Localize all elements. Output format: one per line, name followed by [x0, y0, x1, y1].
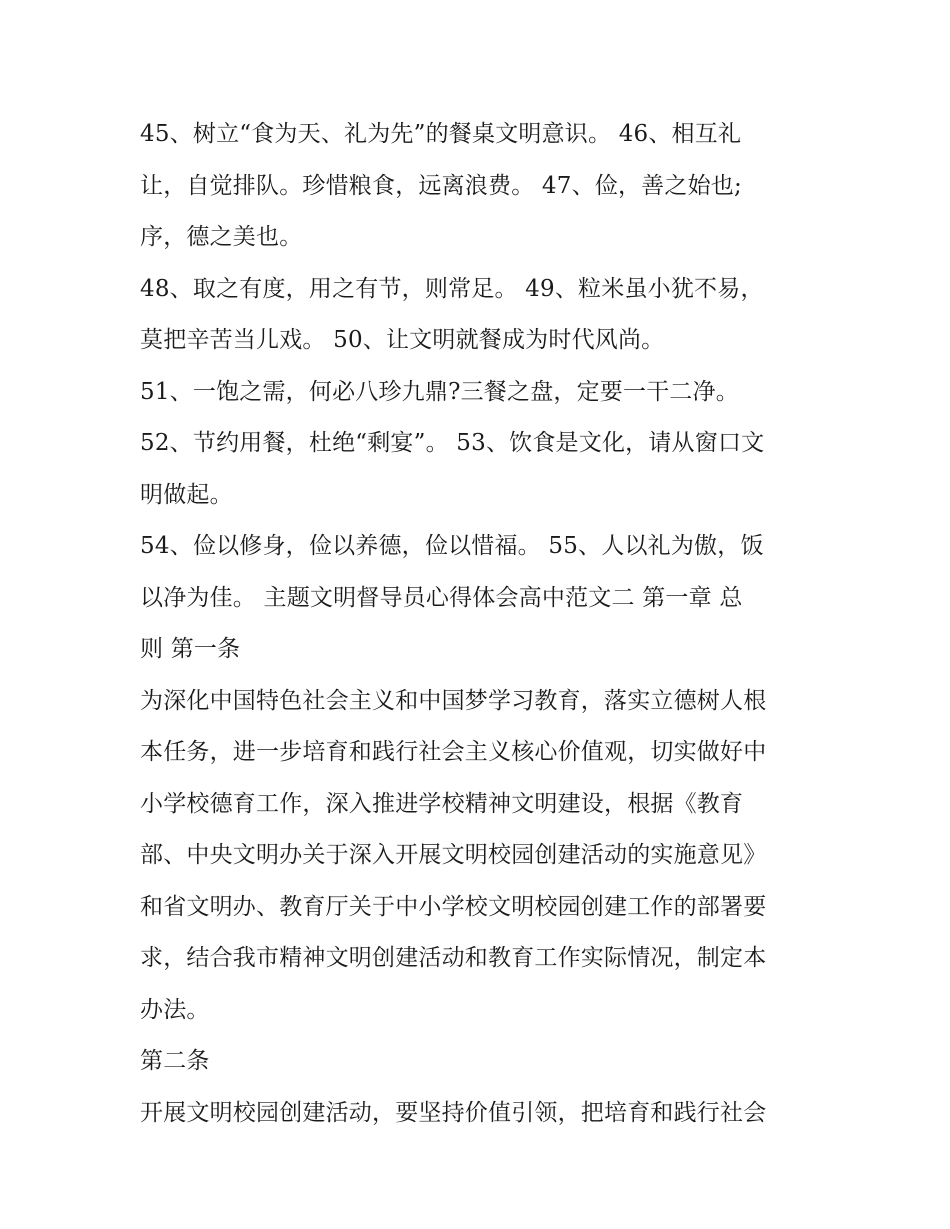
text-line: 第二条 — [140, 1048, 210, 1074]
text-line: 小学校德育工作，深入推进学校精神文明建设，根据《教育 — [140, 790, 744, 817]
text-line: 本任务，进一步培育和践行社会主义核心价值观，切实做好中 — [140, 739, 767, 765]
text-line: 明做起。 — [140, 481, 233, 508]
text-line: 求，结合我市精神文明创建活动和教育工作实际情况，制定本 — [140, 945, 767, 971]
document-body — [140, 109, 830, 1139]
text-line: 54、俭以修身，俭以养德，俭以惜福。 55、人以礼为傲，饭 — [140, 533, 764, 559]
text-line: 48、取之有度，用之有节，则常足。 49、粒米虽小犹不易， — [140, 275, 764, 302]
text-line: 45、树立“食为天、礼为先”的餐桌文明意识。 46、相互礼 — [140, 121, 742, 147]
text-line: 序，德之美也。 — [140, 224, 303, 250]
text-line: 52、节约用餐，杜绝“剩宴”。 53、饮食是文化，请从窗口文 — [140, 430, 765, 456]
text-line: 则 第一条 — [140, 636, 241, 662]
text-line: 让，自觉排队。珍惜粮食，远离浪费。 47、俭，善之始也; — [140, 172, 742, 199]
text-line: 部、中央文明办关于深入开展文明校园创建活动的实施意见》 — [140, 842, 767, 868]
text-line: 开展文明校园创建活动，要坚持价值引领，把培育和践行社会 — [140, 1099, 767, 1126]
text-line: 办法。 — [140, 996, 210, 1023]
text-line: 为深化中国特色社会主义和中国梦学习教育，落实立德树人根 — [140, 687, 767, 714]
text-line: 莫把辛苦当儿戏。 50、让文明就餐成为时代风尚。 — [140, 327, 665, 353]
text-line: 51、一饱之需，何必八珍九鼎?三餐之盘，定要一干二净。 — [140, 378, 739, 405]
text-line: 和省文明办、教育厅关于中小学校文明校园创建工作的部署要 — [140, 893, 767, 920]
text-line: 以净为佳。 主题文明督导员心得体会高中范文二 第一章 总 — [140, 584, 743, 611]
